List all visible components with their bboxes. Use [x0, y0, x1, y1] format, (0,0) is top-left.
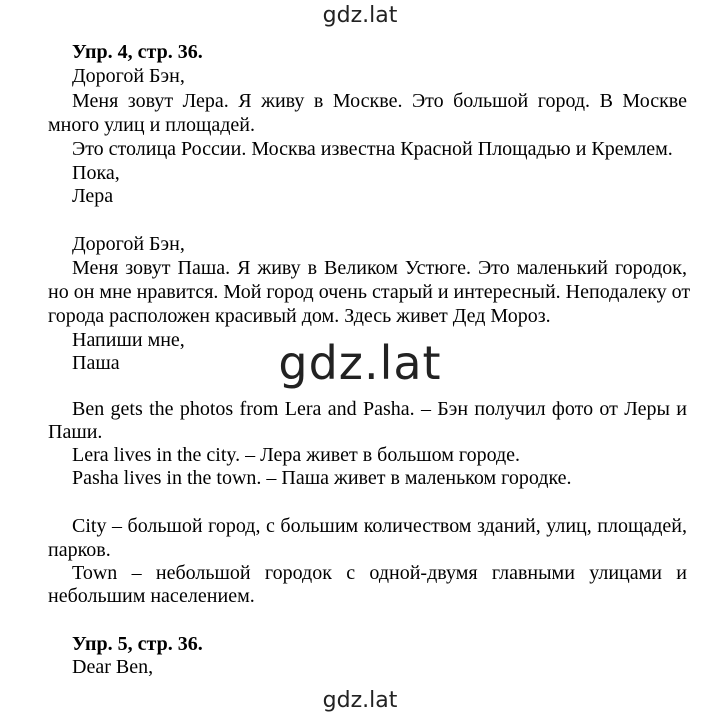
- letter2-line3: города расположен красивый дом. Здесь живет Дед Мороз.: [48, 305, 551, 327]
- exercise4-heading: Упр. 4, стр. 36.: [72, 41, 203, 63]
- letter1-signature: Лера: [72, 185, 114, 207]
- answer1-line1: Ben gets the photos from Lera and Pasha. – Бэн получил фото от Леры и: [72, 398, 687, 420]
- definition-town-line2: небольшим населением.: [48, 585, 255, 607]
- definition-town-line1: Town – небольшой городок с одной-двумя главными улицами и: [72, 562, 687, 584]
- answer3: Pasha lives in the town. – Паша живет в маленьком городке.: [72, 467, 572, 489]
- letter2-line2: но он мне нравится. Мой город очень старый и интересный. Неподалеку от: [48, 281, 691, 303]
- letter1-line3: Это столица России. Москва известна Красной Площадью и Кремлем.: [72, 138, 673, 160]
- definition-city-line2: парков.: [48, 539, 111, 561]
- letter1-closing: Пока,: [72, 162, 120, 184]
- letter1-line1: Меня зовут Лера. Я живу в Москве. Это большой город. В Москве: [72, 90, 687, 112]
- exercise5-greeting: Dear Ben,: [72, 656, 154, 678]
- exercise5-heading: Упр. 5, стр. 36.: [72, 633, 203, 655]
- letter2-closing: Напиши мне,: [72, 329, 185, 351]
- letter1-line2: много улиц и площадей.: [48, 114, 255, 136]
- letter2-line1: Меня зовут Паша. Я живу в Великом Устюге. Это маленький городок,: [72, 257, 687, 279]
- answer2: Lera lives in the city. – Лера живет в большом городе.: [72, 444, 521, 466]
- watermark-top: gdz.lat: [322, 3, 398, 28]
- letter2-greeting: Дорогой Бэн,: [72, 233, 185, 255]
- letter2-signature: Паша: [72, 352, 120, 374]
- letter1-greeting: Дорогой Бэн,: [72, 65, 185, 87]
- watermark-bottom: gdz.lat: [322, 688, 398, 713]
- watermark-middle: gdz.lat: [278, 336, 442, 390]
- definition-city-line1: City – большой город, с большим количеством зданий, улиц, площадей,: [72, 515, 687, 537]
- answer1-line2: Паши.: [48, 421, 103, 443]
